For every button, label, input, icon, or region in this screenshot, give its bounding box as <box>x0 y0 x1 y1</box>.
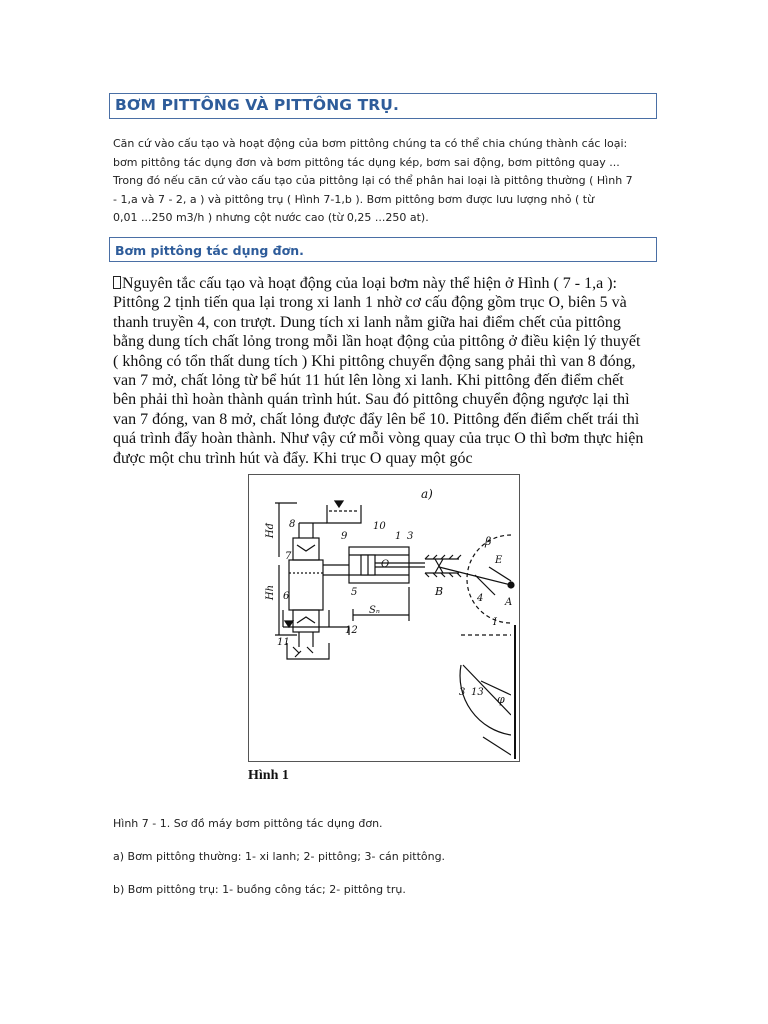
diagram-label: 12 <box>345 625 358 636</box>
diagram-label: 4 <box>477 593 484 604</box>
diagram-label: 9 <box>341 531 348 542</box>
body-line: được một chu trình hút và đẩy. Khi trục O quay một góc <box>113 449 473 467</box>
diagram-labels <box>249 475 519 761</box>
intro-line: - 1,a và 7 - 2, a ) và pittông trụ ( Hình 7-1,b ). Bơm pittông bơm được lưu lượng nhỏ ( từ <box>113 192 595 206</box>
body-line: bằng dung tích chất lỏng trong mỗi lần hoạt động của pittông ở điều kiện lý thuyết <box>113 333 641 351</box>
missing-glyph-box <box>113 276 121 289</box>
figure-label: Hình 1 <box>248 768 289 783</box>
pump-diagram-figure <box>248 474 520 762</box>
intro-line: 0,01 ...250 m3/h ) nhưng cột nước cao (từ 0,25 ...250 at). <box>113 211 429 225</box>
figure-caption: Hình 7 - 1. Sơ đồ máy bơm pittông tác dụng đơn. <box>113 817 383 830</box>
body-line: bên phải thì hoàn thành quán trình hút. Sau đó pittông chuyển động ngược lại thì <box>113 391 630 409</box>
section-heading-box <box>109 237 657 262</box>
diagram-label: 13 <box>471 687 484 698</box>
intro-line: Trong đó nếu căn cứ vào cấu tạo của pittông lại có thể phân hai loại là pittông thường ( Hình 7 <box>113 174 633 188</box>
diagram-label: 7 <box>285 551 292 562</box>
page-title-box <box>109 93 657 119</box>
diagram-label: 6 <box>283 591 290 602</box>
body-line: van 7 mở, chất lỏng từ bể hút 11 hút lên lòng xi lanh. Khi pittông đến điểm chết <box>113 372 624 390</box>
page-title: BƠM PITTÔNG VÀ PITTÔNG TRỤ. <box>115 96 399 114</box>
diagram-label: β <box>485 535 492 548</box>
body-line: Pittông 2 tịnh tiến qua lại trong xi lanh 1 nhờ cơ cấu động gồm trục O, biên 5 và <box>113 294 627 312</box>
diagram-label: 10 <box>373 521 386 532</box>
diagram-label: 3 <box>407 531 414 542</box>
body-line: quá trình đẩy hoàn thành. Như vậy cứ mỗi vòng quay của trục O thì bơm thực hiện <box>113 430 644 448</box>
diagram-label: A <box>505 597 513 608</box>
figure-caption-part-a: a) Bơm pittông thường: 1- xi lanh; 2- pittông; 3- cán pittông. <box>113 850 446 863</box>
body-line: ( không có tổn thất dung tích ) Khi pittông chuyển động sang phải thì van 8 đóng, <box>113 352 636 370</box>
section-heading: Bơm pittông tác dụng đơn. <box>115 243 304 258</box>
diagram-label: 11 <box>277 637 290 648</box>
diagram-label: Hh <box>265 584 277 601</box>
diagram-label: 3 <box>459 687 466 698</box>
intro-line: bơm pittông tác dụng đơn và bơm pittông tác dụng kép, bơm sai động, bơm pittông quay ... <box>113 155 620 169</box>
diagram-label: E <box>495 555 503 566</box>
body-line: thanh truyền 4, con trượt. Dung tích xi lanh nằm giữa hai điểm chết của pittông <box>113 313 621 331</box>
diagram-label: Sₙ <box>369 605 380 616</box>
intro-line: Căn cứ vào cấu tạo và hoạt động của bơm pittông chúng ta có thể chia chúng thành các loại: <box>113 137 628 150</box>
diagram-label: I <box>493 617 497 628</box>
diagram-label: a) <box>421 487 433 501</box>
diagram-label: Hđ <box>265 522 277 539</box>
figure-caption-part-b: b) Bơm pittông trụ: 1- buồng công tác; 2- pittông trụ. <box>113 883 406 896</box>
body-line: Nguyên tắc cấu tạo và hoạt động của loại bơm này thể hiện ở Hình ( 7 - 1,a ): <box>113 274 658 293</box>
diagram-label: φ <box>497 693 505 706</box>
diagram-label: B <box>435 585 444 598</box>
diagram-label: O <box>381 559 390 570</box>
diagram-label: 8 <box>289 519 296 530</box>
diagram-label: 5 <box>351 587 358 598</box>
body-line: van 7 đóng, van 8 mở, chất lỏng được đẩy lên bể 10. Pittông đến điểm chết trái thì <box>113 410 640 428</box>
diagram-label: 1 <box>395 531 402 542</box>
body-paragraph <box>113 274 658 468</box>
intro-paragraph <box>113 135 658 228</box>
